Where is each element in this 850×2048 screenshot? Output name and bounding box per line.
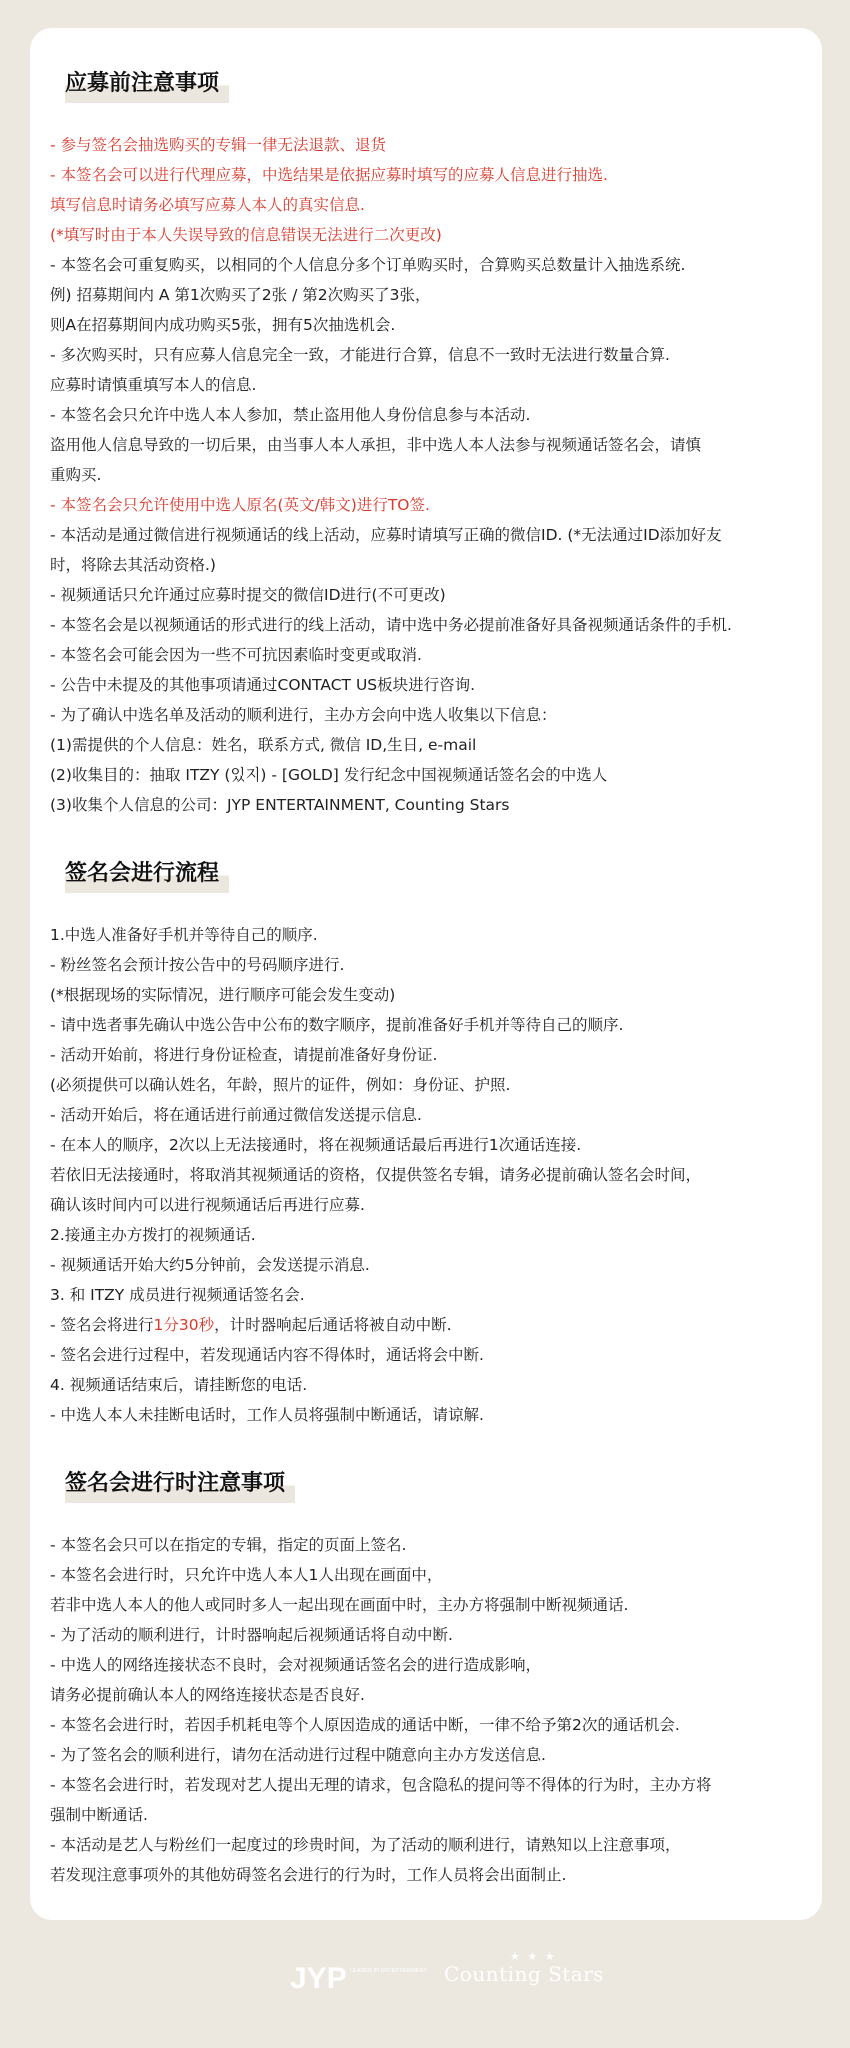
jyp-logo-text: JYP (290, 1962, 347, 1995)
notice-line: 例) 招募期间内 A 第1次购买了2张 / 第2次购买了3张， (50, 286, 431, 304)
call-duration: 1分30秒 (153, 1316, 215, 1334)
process-line: 3. 和 ITZY 成员进行视频通话签名会. (50, 1286, 305, 1304)
section-title-process: 签名会进行流程 (65, 854, 229, 893)
notice-line: - 多次购买时，只有应募人信息完全一致，才能进行合算，信息不一致时无法进行数量合算. (50, 346, 670, 364)
process-line: - 视频通话开始大约5分钟前，会发送提示消息. (50, 1256, 370, 1274)
event-rule-line: - 本签名会进行时，只允许中选人本人1人出现在画面中， (50, 1566, 443, 1584)
process-line-timer (50, 1315, 452, 1335)
counting-stars-logo: Counting Stars (444, 1962, 605, 1986)
notice-line: - 本签名会只允许使用中选人原名(英文/韩文)进行TO签. (50, 496, 430, 514)
process-line: 确认该时间内可以进行视频通话后再进行应募. (50, 1196, 365, 1214)
process-line: - 中选人本人未挂断电话时，工作人员将强制中断通话，请谅解. (50, 1406, 484, 1424)
notice-line: - 为了确认中选名单及活动的顺利进行，主办方会向中选人收集以下信息： (50, 706, 557, 724)
notice-line: 重购买. (50, 466, 102, 484)
notice-line: - 本签名会可能会因为一些不可抗因素临时变更或取消. (50, 646, 422, 664)
notice-line: 时，将除去其活动资格.) (50, 556, 216, 574)
process-line: (必须提供可以确认姓名，年龄，照片的证件，例如：身份证、护照. (50, 1076, 511, 1094)
section-title-before-apply: 应募前注意事项 (65, 64, 229, 103)
process-line: - 签名会进行过程中，若发现通话内容不得体时，通话将会中断. (50, 1346, 484, 1364)
event-rule-line: - 本活动是艺人与粉丝们一起度过的珍贵时间，为了活动的顺利进行，请熟知以上注意事项， (50, 1836, 681, 1854)
process-line: - 粉丝签名会预计按公告中的号码顺序进行. (50, 956, 345, 974)
process-line: - 活动开始前，将进行身份证检查，请提前准备好身份证. (50, 1046, 438, 1064)
event-rule-line: - 本签名会只可以在指定的专辑，指定的页面上签名. (50, 1536, 407, 1554)
event-rule-line: - 本签名会进行时，若因手机耗电等个人原因造成的通话中断，一律不给予第2次的通话机会. (50, 1716, 680, 1734)
event-rule-line: 若非中选人本人的他人或同时多人一起出现在画面中时，主办方将强制中断视频通话. (50, 1596, 629, 1614)
notice-line: - 本签名会只允许中选人本人参加，禁止盗用他人身份信息参与本活动. (50, 406, 531, 424)
process-line: - 活动开始后，将在通话进行前通过微信发送提示信息. (50, 1106, 422, 1124)
process-line: (*根据现场的实际情况，进行顺序可能会发生变动) (50, 986, 396, 1004)
notice-line: 盗用他人信息导致的一切后果，由当事人本人承担，非中选人本人法参与视频通话签名会，请慎 (50, 436, 702, 454)
jyp-logo-subtext: LEADER IN ENTERTAINMENT (350, 1968, 427, 1974)
notice-line: - 公告中未提及的其他事项请通过CONTACT US板块进行咨询. (50, 676, 476, 694)
notice-line: - 视频通话只允许通过应募时提交的微信ID进行(不可更改) (50, 586, 446, 604)
notice-line: (1)需提供的个人信息：姓名，联系方式, 微信 ID,生日, e-mail (50, 736, 477, 754)
event-rule-line: - 为了签名会的顺利进行，请勿在活动进行过程中随意向主办方发送信息. (50, 1746, 546, 1764)
event-rule-line: - 为了活动的顺利进行，计时器响起后视频通话将自动中断. (50, 1626, 453, 1644)
jyp-logo (290, 1958, 427, 1998)
section-title-during-event: 签名会进行时注意事项 (65, 1464, 295, 1503)
notice-line: 应募时请慎重填写本人的信息. (50, 376, 257, 394)
event-rule-line: 强制中断通话. (50, 1806, 148, 1824)
process-line: 4. 视频通话结束后，请挂断您的电话. (50, 1376, 308, 1394)
notice-line: 填写信息时请务必填写应募人本人的真实信息. (50, 196, 365, 214)
notice-line: (2)收集目的：抽取 ITZY (있지) - [GOLD] 发行纪念中国视频通话签名会的中选人 (50, 766, 608, 784)
notice-line: - 本签名会可重复购买，以相同的个人信息分多个订单购买时，合算购买总数量计入抽选系统. (50, 256, 686, 274)
process-line-prefix: - 签名会将进行 (50, 1316, 154, 1334)
event-rule-line: 若发现注意事项外的其他妨碍签名会进行的行为时，工作人员将会出面制止. (50, 1866, 567, 1884)
notice-line: - 参与签名会抽选购买的专辑一律无法退款、退货 (50, 136, 387, 154)
notice-line: (*填写时由于本人失误导致的信息错误无法进行二次更改) (50, 226, 442, 244)
process-line: - 请中选者事先确认中选公告中公布的数字顺序，提前准备好手机并等待自己的顺序. (50, 1016, 624, 1034)
footer-logos (0, 1950, 850, 2008)
notice-line: (3)收集个人信息的公司：JYP ENTERTAINMENT, Counting Stars (50, 796, 510, 814)
notice-line: - 本活动是通过微信进行视频通话的线上活动，应募时请填写正确的微信ID. (*无法通过ID添加好友 (50, 526, 722, 544)
process-line-suffix: ，计时器响起后通话将被自动中断. (214, 1316, 452, 1334)
notice-card (30, 28, 822, 1920)
event-rule-line: 请务必提前确认本人的网络连接状态是否良好. (50, 1686, 365, 1704)
process-line: - 在本人的顺序，2次以上无法接通时，将在视频通话最后再进行1次通话连接. (50, 1136, 582, 1154)
notice-line: - 本签名会可以进行代理应募，中选结果是依据应募时填写的应募人信息进行抽选. (50, 166, 608, 184)
event-rule-line: - 本签名会进行时，若发现对艺人提出无理的请求，包含隐私的提问等不得体的行为时，主办方将 (50, 1776, 712, 1794)
process-line: 1.中选人准备好手机并等待自己的顺序. (50, 926, 318, 944)
notice-line: 则A在招募期间内成功购买5张，拥有5次抽选机会. (50, 316, 396, 334)
event-rule-line: - 中选人的网络连接状态不良时，会对视频通话签名会的进行造成影响， (50, 1656, 542, 1674)
notice-line: - 本签名会是以视频通话的形式进行的线上活动，请中选中务必提前准备好具备视频通话条件的手机. (50, 616, 732, 634)
process-line: 2.接通主办方拨打的视频通话. (50, 1226, 256, 1244)
process-line: 若依旧无法接通时，将取消其视频通话的资格，仅提供签名专辑，请务必提前确认签名会时间， (50, 1166, 702, 1184)
stars-icon: ★ ★ ★ (510, 1950, 557, 1963)
